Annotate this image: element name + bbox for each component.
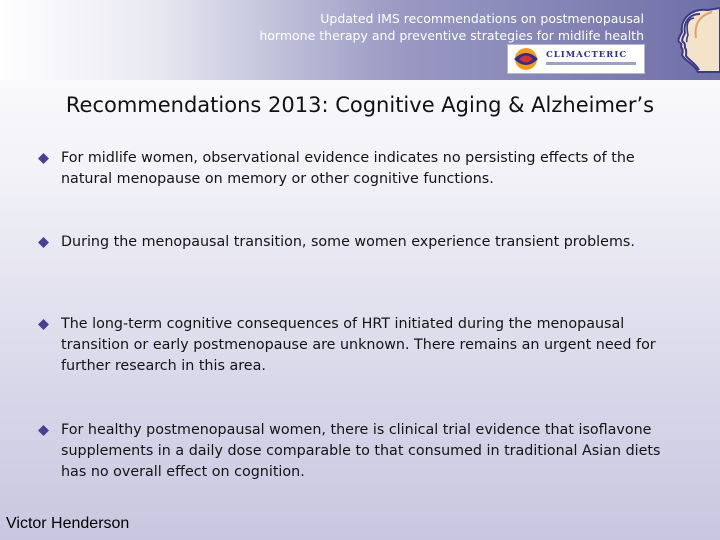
bullet-text: The long-term cognitive consequences of HRT initiated during the menopausal transition or early postmenopause are unknown. There remains an urgent need for further research in this area. bbox=[61, 316, 656, 374]
diamond-bullet-icon bbox=[38, 425, 49, 436]
banner-line-1: Updated IMS recommendations on postmenopausal bbox=[320, 11, 644, 26]
climacteric-logo bbox=[507, 44, 645, 74]
banner-title bbox=[224, 10, 644, 44]
author-name: Victor Henderson bbox=[6, 515, 130, 532]
logo-text: CLIMACTERIC bbox=[546, 50, 628, 60]
banner-line-2: hormone therapy and preventive strategies for midlife health bbox=[259, 28, 644, 43]
bullet-item bbox=[38, 314, 688, 377]
climacteric-logo-icon bbox=[508, 45, 544, 73]
bullet-text: For midlife women, observational evidence indicates no persisting effects of the natural menopause on memory or other cognitive functions. bbox=[61, 150, 635, 187]
diamond-bullet-icon bbox=[38, 153, 49, 164]
bullet-text: For healthy postmenopausal women, there is clinical trial evidence that isoflavone supplements in a daily dose comparable to that consumed in traditional Asian diets has no overall effect on cognition. bbox=[61, 422, 661, 480]
bullet-item bbox=[38, 420, 688, 483]
diamond-bullet-icon bbox=[38, 237, 49, 248]
slide-title: Recommendations 2013: Cognitive Aging & Alzheimer’s bbox=[65, 93, 655, 117]
faces-profile-icon bbox=[650, 2, 720, 80]
bullet-text: During the menopausal transition, some women experience transient problems. bbox=[61, 234, 635, 250]
bullet-item bbox=[38, 232, 635, 253]
diamond-bullet-icon bbox=[38, 319, 49, 330]
logo-subtitle-bar bbox=[546, 62, 636, 65]
bullet-item bbox=[38, 148, 688, 190]
header-banner bbox=[0, 0, 720, 80]
